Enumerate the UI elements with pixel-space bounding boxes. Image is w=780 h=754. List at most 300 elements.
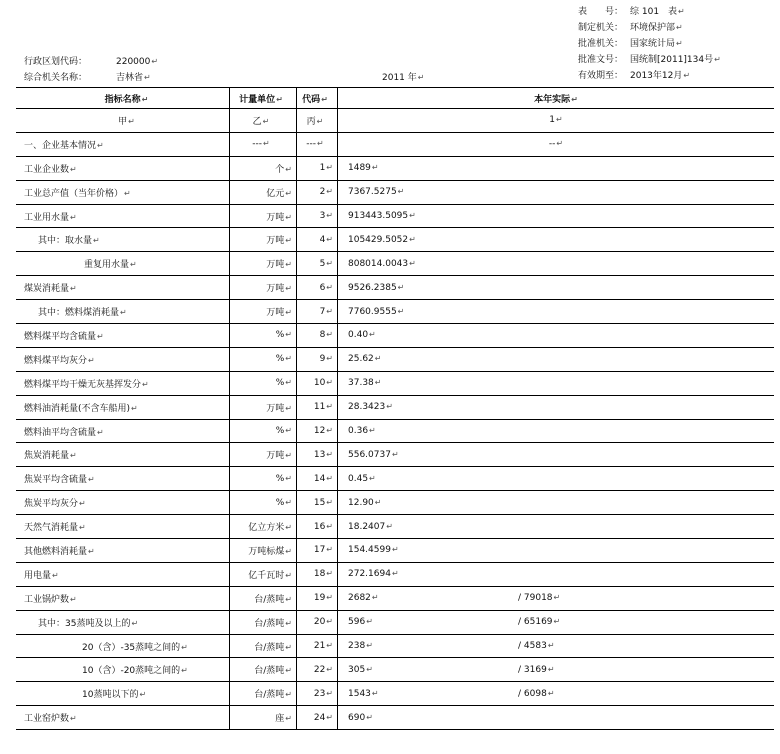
value-text: / 3169	[518, 664, 547, 675]
unit-text: 个	[275, 164, 285, 175]
actual-value-cell	[338, 706, 775, 730]
unit-cell	[230, 610, 297, 634]
value-primary	[338, 426, 518, 436]
value-secondary	[518, 689, 555, 699]
value-primary	[338, 713, 518, 723]
code-cell	[297, 467, 338, 491]
paragraph-mark: ↵	[326, 497, 333, 507]
indicator-name	[16, 132, 230, 156]
value-primary	[338, 402, 518, 412]
table-row	[16, 634, 774, 658]
indicator-name-text: 焦炭平均灰分	[24, 499, 79, 510]
paragraph-mark: ↵	[547, 664, 555, 674]
paragraph-mark: ↵	[553, 593, 561, 603]
indicator-name	[16, 682, 230, 706]
code-text: 19	[313, 593, 326, 604]
unit-text: %	[275, 378, 285, 389]
indicator-name	[16, 276, 230, 300]
code-cell	[297, 324, 338, 348]
code-text: 8	[319, 330, 326, 341]
paragraph-mark: ↵	[326, 617, 333, 627]
actual-value-cell	[338, 276, 775, 300]
value-text: / 65169	[518, 617, 553, 628]
value-text: 154.4599	[348, 545, 391, 556]
paragraph-mark: ↵	[366, 712, 373, 722]
meta-label: 制定机关：	[578, 23, 624, 33]
indicator-name-text: 工业锅炉数	[24, 594, 70, 605]
table-row	[16, 132, 774, 156]
paragraph-mark: ↵	[676, 23, 683, 32]
actual-value-cell	[338, 658, 775, 682]
meta-label: 综合机关名称：	[24, 73, 88, 83]
statistics-table	[16, 87, 774, 730]
unit-text: 座	[275, 714, 285, 725]
unit-cell	[230, 371, 297, 395]
paragraph-mark: ↵	[285, 426, 292, 436]
paragraph-mark: ↵	[547, 641, 555, 651]
paragraph-mark: ↵	[285, 354, 292, 364]
unit-cell	[230, 539, 297, 563]
paragraph-mark: ↵	[676, 39, 683, 48]
value-primary	[338, 163, 518, 173]
indicator-name	[16, 515, 230, 539]
meta-value: 国统制[2011]134号	[630, 55, 714, 65]
paragraph-mark: ↵	[88, 355, 95, 365]
paragraph-mark: ↵	[139, 690, 147, 700]
paragraph-mark: ↵	[397, 282, 405, 292]
code-text: 1	[319, 163, 326, 174]
unit-text: 台/蒸吨	[254, 594, 285, 605]
paragraph-mark: ↵	[70, 594, 77, 604]
paragraph-mark: ↵	[285, 473, 292, 483]
paragraph-mark: ↵	[371, 593, 379, 603]
value-text: 238	[348, 641, 366, 652]
value-primary	[338, 450, 518, 460]
value-primary	[338, 522, 518, 532]
paragraph-mark: ↵	[70, 714, 77, 724]
unit-cell	[230, 419, 297, 443]
indicator-name	[16, 610, 230, 634]
header-unit: 计量单位↵	[230, 88, 297, 109]
paragraph-mark: ↵	[285, 523, 292, 533]
indicator-name-text: 工业窑炉数	[24, 714, 70, 725]
unit-text: 万吨	[266, 403, 285, 414]
unit-cell	[230, 347, 297, 371]
unit-cell	[230, 658, 297, 682]
paragraph-mark: ↵	[326, 306, 333, 316]
code-cell	[297, 682, 338, 706]
paragraph-mark: ↵	[409, 234, 416, 244]
actual-value-cell	[338, 324, 775, 348]
unit-text: %	[275, 473, 285, 484]
unit-text: 万吨	[266, 236, 285, 247]
actual-value-cell	[338, 228, 775, 252]
actual-value-cell	[338, 395, 775, 419]
paragraph-mark: ↵	[326, 354, 333, 364]
paragraph-mark: ↵	[326, 402, 333, 412]
unit-text: 台/蒸吨	[254, 666, 285, 677]
unit-text: 亿立方米	[248, 523, 285, 534]
actual-value-cell	[338, 610, 775, 634]
actual-value-cell	[338, 682, 775, 706]
indicator-name-text: 燃料煤平均灰分	[24, 355, 88, 366]
value-text: 25.62	[348, 354, 374, 365]
table-row	[16, 347, 774, 371]
subheader-code: 丙↵	[297, 109, 338, 133]
paragraph-mark: ↵	[683, 71, 691, 80]
value-text: 7367.5275	[348, 187, 397, 198]
paragraph-mark: ↵	[317, 139, 324, 149]
actual-value-cell	[338, 132, 775, 156]
indicator-name	[16, 228, 230, 252]
code-text: 23	[313, 688, 326, 699]
indicator-name-text: 10蒸吨以下的	[82, 690, 139, 701]
paragraph-mark: ↵	[553, 617, 561, 627]
actual-value-cell	[338, 371, 775, 395]
paragraph-mark: ↵	[326, 449, 333, 459]
code-text: 10	[313, 378, 326, 389]
meta-label: 表 号：	[578, 7, 624, 17]
actual-value-cell	[338, 539, 775, 563]
paragraph-mark: ↵	[70, 164, 77, 174]
code-cell	[297, 252, 338, 276]
code-cell	[297, 491, 338, 515]
paragraph-mark: ↵	[366, 664, 373, 674]
paragraph-mark: ↵	[70, 212, 77, 222]
indicator-name	[16, 252, 230, 276]
unit-cell	[230, 562, 297, 586]
unit-cell	[230, 515, 297, 539]
paragraph-mark: ↵	[52, 570, 59, 580]
meta-label: 批准文号：	[578, 55, 624, 65]
code-text: 14	[313, 473, 326, 484]
value-text: 7760.9555	[348, 306, 397, 317]
code-cell	[297, 443, 338, 467]
meta-label: 行政区划代码：	[24, 57, 88, 67]
value-text: 0.40	[348, 330, 369, 341]
paragraph-mark: ↵	[97, 331, 104, 341]
meta-row	[24, 70, 158, 86]
actual-value-cell	[338, 443, 775, 467]
paragraph-mark: ↵	[326, 426, 333, 436]
paragraph-mark: ↵	[326, 378, 333, 388]
table-row	[16, 252, 774, 276]
meta-row	[578, 4, 721, 20]
value-text: 690	[348, 712, 366, 723]
paragraph-mark: ↵	[285, 594, 292, 604]
value-primary	[338, 498, 518, 508]
paragraph-mark: ↵	[285, 497, 292, 507]
table-row	[16, 419, 774, 443]
paragraph-mark: ↵	[369, 330, 376, 340]
actual-value-cell	[338, 491, 775, 515]
paragraph-mark: ↵	[130, 260, 137, 270]
code-text: 17	[313, 545, 326, 556]
paragraph-mark: ↵	[326, 211, 333, 220]
value-primary	[338, 474, 518, 484]
indicator-name-text: 天然气消耗量	[24, 523, 79, 534]
indicator-name-text: 用电量	[24, 570, 52, 581]
value-primary	[338, 641, 518, 651]
indicator-name	[16, 491, 230, 515]
code-cell	[297, 658, 338, 682]
indicator-name	[16, 562, 230, 586]
paragraph-mark: ↵	[326, 641, 333, 651]
unit-text: ---	[252, 139, 263, 150]
code-cell	[297, 228, 338, 252]
value-primary	[338, 593, 518, 603]
code-text: 15	[313, 497, 326, 508]
value-primary	[338, 665, 518, 675]
unit-cell	[230, 156, 297, 180]
indicator-name	[16, 443, 230, 467]
actual-value-cell	[338, 634, 775, 658]
value-primary	[338, 378, 518, 388]
paragraph-mark: ↵	[151, 57, 159, 66]
actual-value-cell	[338, 204, 775, 228]
table-row	[16, 443, 774, 467]
paragraph-mark: ↵	[326, 569, 333, 579]
code-text: 5	[319, 258, 326, 269]
paragraph-mark: ↵	[181, 642, 188, 652]
code-cell	[297, 634, 338, 658]
table-row	[16, 371, 774, 395]
paragraph-mark: ↵	[391, 449, 399, 459]
code-text: 22	[313, 664, 326, 675]
subheader-value: 1↵	[338, 109, 775, 133]
paragraph-mark: ↵	[714, 55, 721, 64]
paragraph-mark: ↵	[326, 593, 333, 603]
indicator-name	[16, 347, 230, 371]
value-primary	[338, 283, 518, 293]
code-text: 9	[319, 354, 326, 365]
indicator-name	[16, 586, 230, 610]
value-text: 596	[348, 617, 366, 628]
paragraph-mark: ↵	[369, 473, 376, 483]
paragraph-mark: ↵	[326, 545, 333, 555]
code-cell	[297, 132, 338, 156]
paragraph-mark: ↵	[371, 163, 379, 173]
code-text: 7	[319, 306, 326, 317]
unit-cell	[230, 443, 297, 467]
paragraph-mark: ↵	[391, 545, 399, 555]
code-cell	[297, 515, 338, 539]
code-cell	[297, 706, 338, 730]
value-text: 18.2407	[348, 521, 386, 532]
header-row	[16, 88, 774, 109]
value-text: 808014.0043	[348, 258, 409, 269]
paragraph-mark: ↵	[124, 188, 131, 198]
value-primary	[338, 235, 518, 245]
paragraph-mark: ↵	[366, 617, 373, 627]
paragraph-mark: ↵	[131, 618, 139, 628]
unit-text: 万吨	[266, 212, 285, 223]
table-row	[16, 395, 774, 419]
unit-cell	[230, 204, 297, 228]
table-row	[16, 276, 774, 300]
table-row	[16, 324, 774, 348]
unit-cell	[230, 132, 297, 156]
unit-cell	[230, 586, 297, 610]
indicator-name	[16, 634, 230, 658]
unit-cell	[230, 706, 297, 730]
paragraph-mark: ↵	[285, 164, 292, 174]
value-text: / 6098	[518, 688, 547, 699]
code-cell	[297, 371, 338, 395]
paragraph-mark: ↵	[397, 306, 405, 316]
indicator-name	[16, 324, 230, 348]
unit-text: %	[275, 497, 285, 508]
paragraph-mark: ↵	[369, 426, 376, 436]
code-cell	[297, 180, 338, 204]
paragraph-mark: ↵	[285, 690, 292, 700]
indicator-name-text: 工业用水量	[24, 212, 70, 223]
meta-row	[578, 36, 721, 52]
paragraph-mark: ↵	[547, 688, 555, 698]
indicator-name	[16, 180, 230, 204]
paragraph-mark: ↵	[93, 236, 100, 246]
paragraph-mark: ↵	[391, 569, 399, 579]
table-row	[16, 539, 774, 563]
paragraph-mark: ↵	[285, 546, 292, 556]
paragraph-mark: ↵	[285, 236, 292, 246]
code-cell	[297, 300, 338, 324]
table-row	[16, 682, 774, 706]
value-text: 105429.5052	[348, 234, 409, 245]
value-secondary	[518, 665, 555, 675]
actual-value-cell	[338, 515, 775, 539]
paragraph-mark: ↵	[326, 282, 333, 292]
code-text: 12	[313, 426, 326, 437]
paragraph-mark: ↵	[120, 308, 127, 318]
actual-value-cell	[338, 586, 775, 610]
header-code: 代码↵	[297, 88, 338, 109]
paragraph-mark: ↵	[374, 497, 382, 507]
form-metadata	[578, 4, 721, 84]
code-text: 20	[313, 617, 326, 628]
paragraph-mark: ↵	[326, 712, 333, 722]
unit-text: 台/蒸吨	[254, 690, 285, 701]
paragraph-mark: ↵	[285, 188, 292, 198]
paragraph-mark: ↵	[556, 139, 564, 149]
code-text: 13	[313, 449, 326, 460]
unit-cell	[230, 324, 297, 348]
paragraph-mark: ↵	[374, 378, 382, 388]
paragraph-mark: ↵	[144, 73, 151, 82]
unit-text: 台/蒸吨	[254, 618, 285, 629]
indicator-name-text: 燃料油平均含硫量	[24, 427, 97, 438]
value-secondary	[518, 593, 560, 603]
paragraph-mark: ↵	[285, 666, 292, 676]
table-row	[16, 706, 774, 730]
actual-value-cell	[338, 467, 775, 491]
table-row	[16, 300, 774, 324]
value-text: 1489	[348, 163, 371, 174]
value-primary	[338, 330, 518, 340]
paragraph-mark: ↵	[285, 451, 292, 461]
paragraph-mark: ↵	[326, 163, 333, 173]
report-year: 2011 年↵	[382, 73, 425, 83]
meta-value: 环境保护部	[630, 23, 676, 33]
value-text: / 4583	[518, 641, 547, 652]
paragraph-mark: ↵	[79, 499, 86, 509]
indicator-name-text: 煤炭消耗量	[24, 284, 70, 295]
paragraph-mark: ↵	[285, 260, 292, 270]
paragraph-mark: ↵	[326, 330, 333, 340]
indicator-name-text: 其中：35蒸吨及以上的	[38, 618, 131, 629]
unit-cell	[230, 276, 297, 300]
unit-cell	[230, 300, 297, 324]
meta-row	[578, 52, 721, 68]
unit-text: 万吨	[266, 284, 285, 295]
code-cell	[297, 419, 338, 443]
indicator-name-text: 其中：取水量	[38, 236, 93, 247]
indicator-name-text: 燃料煤平均含硫量	[24, 331, 97, 342]
unit-cell	[230, 634, 297, 658]
indicator-name	[16, 658, 230, 682]
code-text: 3	[319, 211, 326, 221]
unit-text: 万吨标煤	[248, 546, 285, 557]
unit-cell	[230, 467, 297, 491]
organization-info	[24, 54, 158, 86]
unit-text: %	[275, 426, 285, 437]
meta-row	[578, 68, 721, 84]
unit-cell	[230, 395, 297, 419]
value-text: 9526.2385	[348, 282, 397, 293]
meta-value: 吉林省	[116, 73, 144, 83]
actual-value-cell	[338, 156, 775, 180]
paragraph-mark: ↵	[285, 618, 292, 628]
paragraph-mark: ↵	[285, 308, 292, 318]
indicator-name-text: 燃料油消耗量(不含车船用)	[24, 403, 131, 414]
unit-cell	[230, 228, 297, 252]
indicator-name-text: 重复用水量	[84, 260, 130, 271]
indicator-name	[16, 706, 230, 730]
meta-value: 国家统计局	[630, 39, 676, 49]
table-row	[16, 491, 774, 515]
indicator-name	[16, 371, 230, 395]
table-row	[16, 610, 774, 634]
unit-text: 亿元	[266, 188, 285, 199]
value-text: 0.36	[348, 426, 369, 437]
actual-value-cell	[338, 562, 775, 586]
paragraph-mark: ↵	[88, 475, 95, 485]
value-secondary	[518, 617, 560, 627]
code-cell	[297, 204, 338, 228]
value-text: 305	[348, 664, 366, 675]
paragraph-mark: ↵	[326, 234, 333, 244]
indicator-name-text: 10（含）-20蒸吨之间的	[82, 666, 181, 677]
code-cell	[297, 276, 338, 300]
indicator-name	[16, 539, 230, 563]
paragraph-mark: ↵	[285, 212, 292, 222]
paragraph-mark: ↵	[326, 688, 333, 698]
value-text: 1543	[348, 688, 371, 699]
code-text: 6	[319, 282, 326, 293]
paragraph-mark: ↵	[326, 664, 333, 674]
value-primary	[338, 187, 518, 197]
meta-value: 综 101 表	[630, 7, 678, 17]
code-text: ---	[306, 139, 317, 150]
paragraph-mark: ↵	[397, 187, 405, 197]
paragraph-mark: ↵	[285, 403, 292, 413]
value-primary	[338, 354, 518, 364]
paragraph-mark: ↵	[131, 403, 138, 413]
unit-text: %	[275, 354, 285, 365]
paragraph-mark: ↵	[326, 187, 333, 197]
indicator-name-text: 工业企业数	[24, 164, 70, 175]
paragraph-mark: ↵	[97, 427, 104, 437]
